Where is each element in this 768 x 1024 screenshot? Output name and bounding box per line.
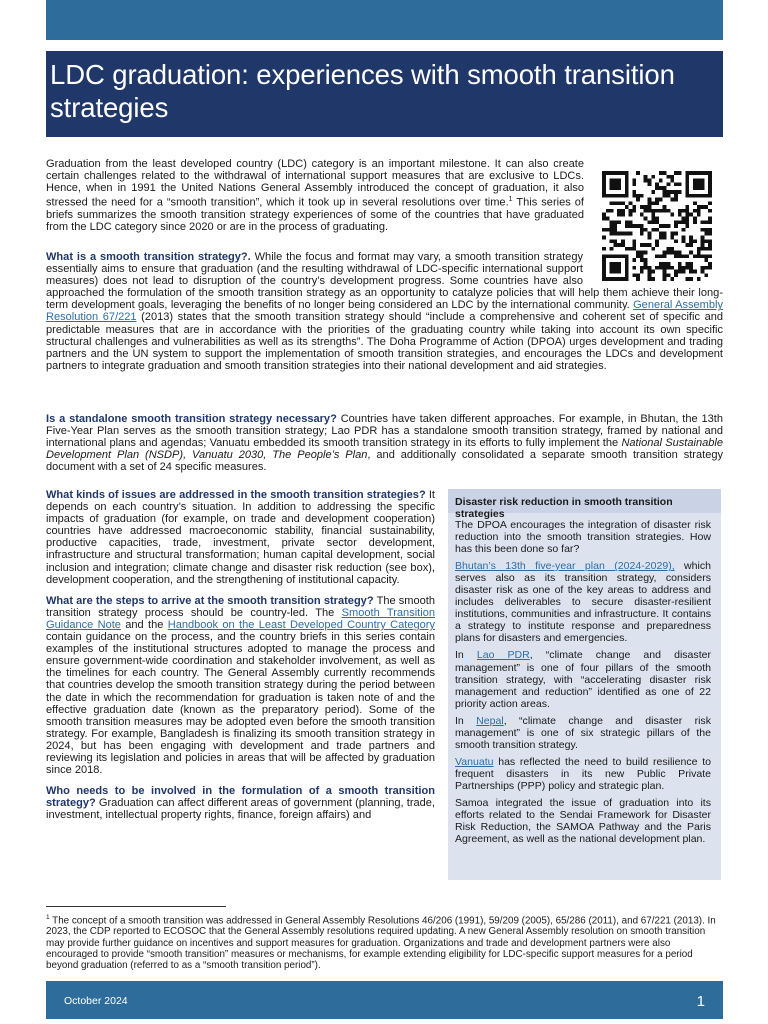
- box-p5-text: has reflected the need to build resilience to frequent disasters in its new Public Private Partnerships (PPP) policy and strategic plan.: [455, 755, 711, 792]
- disaster-risk-box: [448, 489, 721, 880]
- section-steps-heading: What are the steps to arrive at the smooth transition strategy?: [46, 594, 374, 607]
- footnote-text: The concept of a smooth transition was addressed in General Assembly Resolutions 46/206 (1991), 59/209 (2005), 65/286 (2011), and 67/221 (2013). In 2023, the CDP reported to ECOSOC that the General Assembly resolutions required updating. A new General Assembly resolution on smooth transition may provide further guidance on incentives and support measures for graduation. Organizations and trade and development partners were also encouraged to provide “smooth transition” measures or mechanisms, for example extending eligibility for LDC-specific support measures for a period beyond graduation (referred to as a “smooth transition period”).: [46, 915, 716, 972]
- section-what-is-body-2: (2013) states that the smooth transition strategy should “include a comprehensive and coherent set of specific and predictable measures that are in accordance with the priorities of the graduating country while taking into account its own specific structural challenges and vulnerabilities as well as its strengths”. The Doha Programme of Action (DPOA) urges development and trading partners and the UN system to support the implementation of smooth transition strategies, and encourages the LDCs and development partners to integrate graduation and smooth transition strategies into their national development and aid strategies.: [46, 311, 723, 372]
- guidance-note-link[interactable]: Smooth Transition Guidance Note: [46, 606, 435, 631]
- intro-paragraph: [46, 158, 584, 240]
- box-p2: [455, 560, 711, 644]
- section-steps-body-3: contain guidance on the process, and the country briefs in this series contain examples of the institutional structures adopted to manage the process and ensure government-wide coordination and stakeholder involvement, as well as the timelines for each country. The General Assembly currently recommends that countries develop the smooth transition strategy during the period between the date in which the recommendation for graduation is taken note of and the effective graduation date (known as the preparatory period). Some of the smooth transition measures may be adopted even before the smooth transition strategy. For example, Bangladesh is finalizing its smooth transition strategy in 2024, but has been engaging with development and trade partners and reviewing its legislation and policies in areas that will be affected by graduation since 2018.: [46, 631, 435, 777]
- intro-text-2: This series of briefs summarizes the smooth transition strategy experiences of some of the countries that have graduated from the LDC category since 2020 or are in the process of graduating.: [46, 196, 584, 234]
- top-banner: [46, 0, 723, 40]
- footnote-ref[interactable]: 1: [508, 196, 513, 204]
- box-header: [448, 489, 721, 520]
- box-p4: [455, 715, 711, 751]
- section-standalone-heading: Is a standalone smooth transition strategy necessary?: [46, 413, 337, 425]
- section-issues-body: It depends on each country’s situation. In addition to addressing the specific impacts of graduation (for example, on trade and development cooperation) countries have addressed macroeconomic stability, financial sustainability, productive capacities, trade, investment, private sector development, infrastructure and structural transformation; human capital development, social inclusion and integration; climate change and disaster risk reduction (see box), development cooperation, and the strengthening of institutional capacity.: [46, 489, 435, 586]
- section-what-is-text: [46, 251, 723, 372]
- box-body: [455, 519, 711, 850]
- box-p3-text: , “climate change and disaster management” is one of four pillars of the smooth transition strategy, with “accelerating disaster risk management and reduction” identified as one of 22 priority action areas.: [455, 649, 712, 710]
- section-issues-heading: What kinds of issues are addressed in the smooth transition strategies?: [46, 489, 426, 501]
- section-what-is-body: While the focus and format may vary, a smooth transition strategy essentially aims to ensure that graduation (and the resulting withdrawal of LDC-specific international support measures) does not lead to disruption of the country’s development progress. Some countries have also approached the formulation of the smooth transition strategy as an opportunity to catalyze policies that will help them achieve their long-term development goals, leveraging the benefits of no longer being considered an LDC by the international community.: [46, 251, 723, 312]
- section-steps-body: The smooth transition strategy process should be country-led. The: [46, 594, 435, 619]
- page-title: LDC graduation: experiences with smooth transition strategies: [50, 59, 675, 123]
- section-who-heading: Who needs to be involved in the formulation of a smooth transition strategy?: [46, 785, 435, 810]
- section-standalone: [46, 413, 723, 480]
- box-p3: [455, 649, 711, 709]
- left-column: [46, 489, 435, 828]
- box-p1: The DPOA encourages the integration of disaster risk reduction into the smooth transition strategies. How has this been done so far?: [455, 519, 711, 556]
- vanuatu-link[interactable]: Vanuatu: [455, 755, 494, 768]
- footer-date: October 2024: [64, 995, 128, 1007]
- footnote: [46, 912, 724, 971]
- ga-resolution-link[interactable]: General Assembly Resolution 67/221: [46, 299, 723, 324]
- section-standalone-body-2: , and additionally consolidated a separate smooth transition strategy document with a set of 24 specific measures.: [46, 449, 723, 474]
- box-p4-pre: In: [455, 714, 477, 727]
- lao-pdr-link[interactable]: Lao PDR: [476, 649, 530, 662]
- footer-bar: [46, 981, 723, 1019]
- nsdp-title: National Sustainable Development Plan (NSDP), Vanuatu 2030, The People’s Plan: [46, 437, 723, 462]
- section-what-is-heading: What is a smooth transition strategy?.: [46, 251, 251, 263]
- footnote-divider: [46, 906, 226, 907]
- box-title: Disaster risk reduction in smooth transition strategies: [455, 496, 673, 520]
- page-number: 1: [696, 993, 705, 1010]
- section-steps-body-2: and the: [120, 618, 168, 631]
- box-p2-text: which serves also as its transition strategy, considers disaster risk as one of the key areas to address and includes deliverables to secure disaster-resilient institutions, communities and infrastructure. It contains a strategy to institute response and preparedness plans for disasters and emergencies.: [455, 560, 711, 645]
- box-p4-text: , “climate change and disaster risk management” is one of six strategic pillars of the smooth transition strategy.: [455, 714, 711, 751]
- section-who-body: Graduation can affect different areas of government (planning, trade, investment, intellectual property rights, finance, foreign affairs) and: [46, 797, 435, 822]
- bhutan-plan-link[interactable]: Bhutan’s 13th five-year plan (2024-2029),: [455, 560, 675, 573]
- title-banner: [46, 51, 723, 137]
- footnote-number: 1: [46, 914, 50, 921]
- intro-text: Graduation from the least developed country (LDC) category is an important milestone. It can also create certain challenges related to the withdrawal of international support measures that are exclusive to LDCs. Hence, when in 1991 the United Nations General Assembly introduced the concept of graduation, it also stressed the need for a “smooth transition”, which it took up in several resolutions over time.: [46, 158, 584, 209]
- box-p3-pre: In: [455, 649, 477, 662]
- box-p6: Samoa integrated the issue of graduation into its efforts related to the Sendai Framework for Disaster Risk Reduction, the SAMOA Pathway and the Paris Agreement, as well as the national development plan.: [455, 796, 711, 846]
- section-standalone-body: Countries have taken different approaches. For example, in Bhutan, the 13th Five-Year Plan serves as the smooth transition strategy; Lao PDR has a standalone smooth transition strategy, framed by national and international plans and agendas; Vanuatu embedded its smooth transition strategy in its efforts to fully implement the: [46, 413, 723, 450]
- handbook-link[interactable]: Handbook on the Least Developed Country Category: [167, 618, 435, 631]
- box-p5: [455, 756, 711, 792]
- nepal-link[interactable]: Nepal: [476, 714, 504, 727]
